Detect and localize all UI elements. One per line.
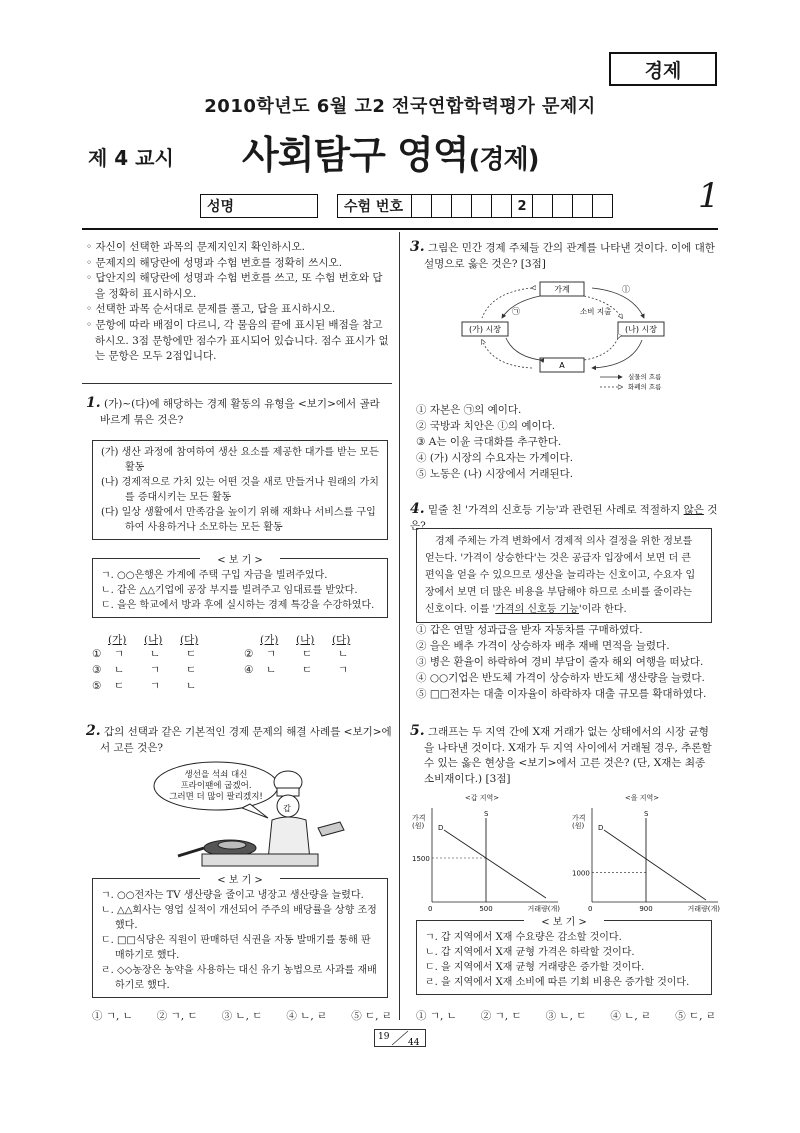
bogi-item: ㄹ. 을 지역에서 X재 소비에 따른 기회 비용은 증가할 것이다. xyxy=(425,977,690,988)
chart-eul-region xyxy=(572,793,720,913)
choice[interactable]: ⑤ ㄷ, ㄹ xyxy=(675,1010,716,1022)
q1-item: (가) 생산 과정에 참여하여 생산 요소를 제공한 대가를 받는 모든 활동 xyxy=(101,447,379,473)
bubble-tail xyxy=(242,804,268,818)
choice[interactable]: ③ ㄴ, ㄷ xyxy=(545,1010,587,1022)
q5-choices xyxy=(416,1008,716,1024)
choice[interactable]: ② ㄱ, ㄷ xyxy=(480,1010,522,1022)
bogi-item: ㄱ. ○○은행은 가계에 주택 구입 자금을 빌려주었다. xyxy=(101,570,328,581)
exam-number-label: 수험 번호 xyxy=(338,195,412,217)
choice-cell: ㄱ xyxy=(150,680,161,692)
bogi-item: ㄷ. □□식당은 직원이 판매하던 식권을 자동 발매기를 통해 판매하기로 했다. xyxy=(101,935,371,961)
question-3 xyxy=(410,240,716,272)
q2-choices xyxy=(92,1008,392,1024)
q3-legend xyxy=(598,372,678,394)
flow-arrow xyxy=(482,288,532,318)
question-stem-end: 것은? xyxy=(410,504,718,532)
question-stem: 그래프는 두 지역 간에 X재 거래가 없는 상태에서의 시장 균형을 나타낸 것이다. X재가 두 지역 사이에서 거래될 경우, 추론할 수 있는 옳은 현상을 <보기>에서 고른 것은? (단, X재는 최종 소비재이다.) [3점] xyxy=(424,726,712,785)
exam-number-cell[interactable] xyxy=(412,195,432,217)
fish xyxy=(218,841,246,849)
bogi-title: < 보 기 > xyxy=(200,873,280,888)
title-subject: (경제) xyxy=(468,145,539,175)
label-l: ⓛ xyxy=(622,285,630,294)
quantity-tick-label: 500 xyxy=(479,905,493,913)
choice-number[interactable]: ④ xyxy=(244,664,254,676)
question-number: 1. xyxy=(86,395,101,411)
question-stem: 밑줄 친 '가격의 신호등 기능'과 관련된 사례로 적절하지 xyxy=(427,504,684,516)
question-2 xyxy=(86,724,392,756)
page-title xyxy=(242,124,538,179)
question-number: 3. xyxy=(410,239,425,255)
flow-arrow xyxy=(592,340,642,368)
exam-number-cell[interactable] xyxy=(492,195,512,217)
name-label: 성명 xyxy=(207,199,235,215)
choice[interactable]: ④ ㄴ, ㄹ xyxy=(286,1010,328,1022)
quantity-tick-label: 900 xyxy=(639,905,653,913)
supply-label: S xyxy=(644,810,649,818)
choice[interactable]: ④ ○○기업은 반도체 가격이 상승하자 반도체 생산량을 늘렸다. xyxy=(416,672,705,684)
footer-page-num: 19 xyxy=(378,1032,390,1042)
passage-underline: 가격의 신호등 기능 xyxy=(495,604,579,615)
q1-col-header: (다) xyxy=(180,634,199,646)
y-axis-unit: (원) xyxy=(412,822,425,830)
choice[interactable]: ① ㄱ, ㄴ xyxy=(92,1010,133,1022)
notice-list xyxy=(86,240,392,365)
legend-real: 실물의 흐름 xyxy=(628,373,662,381)
bogi-item: ㄴ. △△회사는 영업 실적이 개선되어 주주의 배당률을 상향 조정했다. xyxy=(101,905,377,931)
q1-col-header: (나) xyxy=(296,634,315,646)
q2-bogi-box xyxy=(92,875,388,998)
y-axis-unit: (원) xyxy=(572,822,585,830)
footer-page-total: 44 xyxy=(408,1038,420,1047)
choice-cell: ㄴ xyxy=(150,648,161,660)
q1-col-header: (가) xyxy=(108,634,127,646)
q4-passage-box xyxy=(416,528,712,623)
question-stem: (가)~(다)에 해당하는 경제 활동의 유형을 <보기>에서 골라 바르게 묶은 것은? xyxy=(100,398,380,426)
q5-charts xyxy=(410,792,720,916)
q1-bogi-box xyxy=(92,555,388,618)
node-household-label: 가계 xyxy=(554,285,570,294)
notice-item: ◦ 자신이 선택한 과목의 문제지인지 확인하시오. xyxy=(86,240,392,256)
q1-col-header: (가) xyxy=(260,634,279,646)
pan-handle xyxy=(178,848,204,856)
demand-curve xyxy=(604,830,706,900)
choice-cell: ㄷ xyxy=(186,664,197,676)
question-stem: 갑의 선택과 같은 기본적인 경제 문제의 해결 사례를 <보기>에서 고른 것은? xyxy=(100,726,392,754)
exam-number-cell[interactable] xyxy=(593,195,612,217)
header-divider xyxy=(82,228,718,230)
choice-number[interactable]: ② xyxy=(244,648,254,660)
notice-item: ◦ 답안지의 해당란에 성명과 수험 번호를 쓰고, 또 수험 번호와 답을 정확히 표시하시오. xyxy=(86,271,392,302)
fish-in-hand xyxy=(318,822,344,836)
chart-gap-region xyxy=(412,793,560,913)
question-5 xyxy=(410,724,718,787)
choice[interactable]: ⑤ 노동은 (나) 시장에서 거래된다. xyxy=(416,468,574,480)
x-axis-label: 거래량(개) xyxy=(687,905,720,913)
bogi-item: ㄱ. ○○전자는 TV 생산량을 줄이고 냉장고 생산량을 늘렸다. xyxy=(101,890,364,901)
exam-number-cell[interactable] xyxy=(432,195,452,217)
choice[interactable]: ① 갑은 연말 성과급을 받자 자동차를 구매하였다. xyxy=(416,624,643,636)
bogi-item: ㄹ. ◇◇농장은 농약을 사용하는 대신 유기 농법으로 사과를 재배하기로 했다. xyxy=(101,965,377,991)
choice-cell: ㄷ xyxy=(186,648,197,660)
title-main: 사회탐구 영역 xyxy=(242,133,469,177)
choice-cell: ㄷ xyxy=(302,648,313,660)
notice-divider xyxy=(82,383,392,384)
node-market-right-label: (나) 시장 xyxy=(625,325,657,334)
choice-cell: ㄱ xyxy=(114,648,125,660)
choice[interactable]: ④ (가) 시장의 수요자는 가계이다. xyxy=(416,452,574,464)
stove xyxy=(202,854,318,866)
bogi-item: ㄱ. 갑 지역에서 X재 수요량은 감소할 것이다. xyxy=(425,932,622,943)
exam-number-cell[interactable]: 2 xyxy=(512,195,532,217)
flow-arrow xyxy=(502,296,540,318)
page-number: 1 xyxy=(698,176,720,216)
chart-title: <을 지역> xyxy=(624,794,660,802)
choice-cell: ㄴ xyxy=(114,664,125,676)
choice[interactable]: ③ A는 이윤 극대화를 추구한다. xyxy=(416,436,562,448)
choice-cell: ㄷ xyxy=(114,680,125,692)
footer-page-counter xyxy=(374,1029,426,1047)
choice[interactable]: ① ㄱ, ㄴ xyxy=(416,1010,457,1022)
flow-arrow xyxy=(482,340,532,368)
demand-curve xyxy=(444,830,546,898)
flow-arrow xyxy=(506,338,540,360)
exam-number-cell[interactable] xyxy=(553,195,573,217)
choice-number[interactable]: ⑤ xyxy=(92,680,102,692)
exam-title: 2010학년도 6월 고2 전국연합학력평가 문제지 xyxy=(204,96,596,117)
column-divider xyxy=(399,232,400,1020)
exam-number-cell[interactable] xyxy=(472,195,492,217)
bubble-line: 그러면 더 많이 팔리겠지! xyxy=(169,792,263,802)
label-gieok: ㉠ xyxy=(512,307,520,316)
choice-cell: ㄱ xyxy=(150,664,161,676)
q2-cartoon xyxy=(150,760,350,868)
flow-arrow xyxy=(584,338,618,360)
bogi-title: < 보 기 > xyxy=(200,553,280,568)
demand-label: D xyxy=(598,824,604,832)
bogi-item: ㄷ. 을 지역에서 X재 균형 거래량은 증가할 것이다. xyxy=(425,962,645,973)
exam-number-cell[interactable] xyxy=(533,195,553,217)
supply-label: S xyxy=(484,810,489,818)
notice-item: ◦ 문항에 따라 배점이 다르니, 각 물음의 끝에 표시된 배점을 참고하시오. 3점 문항에만 점수가 표시되어 있습니다. 점수 표시가 없는 문항은 모두 2점입니다. xyxy=(86,318,392,365)
choice-cell: ㄴ xyxy=(266,664,277,676)
passage-text: 경제 주체는 가격 변화에서 경제적 의사 결정을 위한 정보를 얻는다. '가격이 상승한다'는 것은 공급자 입장에서 보면 더 큰 편익을 얻을 수 있으므로 생산을 늘리라는 신호이고, 수요자 입장에서 보면 더 많은 비용을 부담해야 하므로 소비를 줄이라는 신호이다. 이를 ' xyxy=(425,536,696,615)
bogi-item: ㄷ. 을은 학교에서 방과 후에 실시하는 경제 특강을 수강하였다. xyxy=(101,600,375,611)
choice[interactable]: ② 국방과 치안은 ⓛ의 예이다. xyxy=(416,420,556,432)
q1-items-box xyxy=(92,440,388,540)
legend-money: 화폐의 흐름 xyxy=(628,383,662,391)
price-tick-label: 1000 xyxy=(572,869,590,878)
q1-item: (다) 일상 생활에서 만족감을 높이기 위해 재화나 서비스를 구입하여 사용하거나 소모하는 모든 활동 xyxy=(101,507,376,533)
q5-bogi-box xyxy=(416,917,712,995)
exam-number-field[interactable] xyxy=(337,194,613,218)
question-number: 2. xyxy=(86,723,101,739)
q1-col-header: (나) xyxy=(144,634,163,646)
choice-number[interactable]: ③ xyxy=(92,664,102,676)
question-stem: 그림은 민간 경제 주체들 간의 관계를 나타낸 것이다. 이에 대한 설명으로 옳은 것은? [3점] xyxy=(424,242,715,270)
y-axis-label: 가격 xyxy=(572,814,586,822)
question-stem-emphasis: 않은 xyxy=(683,504,704,516)
label-consumption: 소비 지출 xyxy=(580,307,612,316)
origin-label: 0 xyxy=(588,905,593,913)
choice[interactable]: ③ 병은 환율이 하락하여 경비 부담이 줄자 해외 여행을 떠났다. xyxy=(416,656,704,668)
bogi-item: ㄴ. 갑 지역에서 X재 균형 가격은 하락할 것이다. xyxy=(425,947,635,958)
notice-item: ◦ 문제지의 해당란에 성명과 수험 번호를 정확히 쓰시오. xyxy=(86,256,392,272)
y-axis-label: 가격 xyxy=(412,814,426,822)
bubble-line: 생선을 석쇠 대신 xyxy=(184,770,248,780)
choice[interactable]: ⑤ ㄷ, ㄹ xyxy=(351,1010,392,1022)
choice-cell: ㄱ xyxy=(338,664,349,676)
choice[interactable]: ④ ㄴ, ㄹ xyxy=(610,1010,652,1022)
chart-title: <갑 지역> xyxy=(464,794,500,802)
choice[interactable]: ② ㄱ, ㄷ xyxy=(156,1010,198,1022)
choice[interactable]: ③ ㄴ, ㄷ xyxy=(221,1010,263,1022)
q4-choices xyxy=(416,622,720,702)
choice-cell: ㄴ xyxy=(186,680,197,692)
q3-choices xyxy=(416,402,716,482)
subject-box: 경제 xyxy=(609,52,717,86)
bogi-title: < 보 기 > xyxy=(524,915,604,930)
name-field[interactable] xyxy=(200,194,318,218)
notice-item: ◦ 선택한 과목 순서대로 문제를 풀고, 답을 표시하시오. xyxy=(86,302,392,318)
node-market-left-label: (가) 시장 xyxy=(469,325,501,334)
demand-label: D xyxy=(438,824,444,832)
question-1 xyxy=(86,396,392,428)
exam-period: 제 4 교시 xyxy=(88,146,174,170)
choice-number[interactable]: ① xyxy=(92,648,102,660)
choice[interactable]: ⑤ □□전자는 대출 이자율이 하락하자 대출 규모를 확대하였다. xyxy=(416,688,707,700)
figure-label: 갑 xyxy=(283,804,291,813)
exam-number-cell[interactable] xyxy=(573,195,593,217)
q1-choices xyxy=(92,632,392,694)
choice[interactable]: ② 을은 배추 가격이 상승하자 배추 재배 면적을 늘렸다. xyxy=(416,640,670,652)
origin-label: 0 xyxy=(428,905,433,913)
exam-number-cell[interactable] xyxy=(452,195,472,217)
bogi-item: ㄴ. 갑은 △△기업에 공장 부지를 빌려주고 임대료를 받았다. xyxy=(101,585,358,596)
bubble-line: 프라이팬에 굽겠어. xyxy=(180,781,252,791)
question-number: 5. xyxy=(410,723,425,739)
question-number: 4. xyxy=(410,501,425,517)
passage-text-end: '이라 한다. xyxy=(578,604,627,615)
x-axis-label: 거래량(개) xyxy=(527,905,560,913)
q1-col-header: (다) xyxy=(332,634,351,646)
choice-cell: ㄷ xyxy=(302,664,313,676)
choice-cell: ㄱ xyxy=(266,648,277,660)
q1-item: (나) 경제적으로 가치 있는 어떤 것을 새로 만들거나 원래의 가치를 증대시키는 모든 활동 xyxy=(101,477,379,503)
choice-cell: ㄴ xyxy=(338,648,349,660)
node-a-label: A xyxy=(559,361,565,370)
price-tick-label: 1500 xyxy=(412,855,430,863)
choice[interactable]: ① 자본은 ㉠의 예이다. xyxy=(416,404,522,416)
